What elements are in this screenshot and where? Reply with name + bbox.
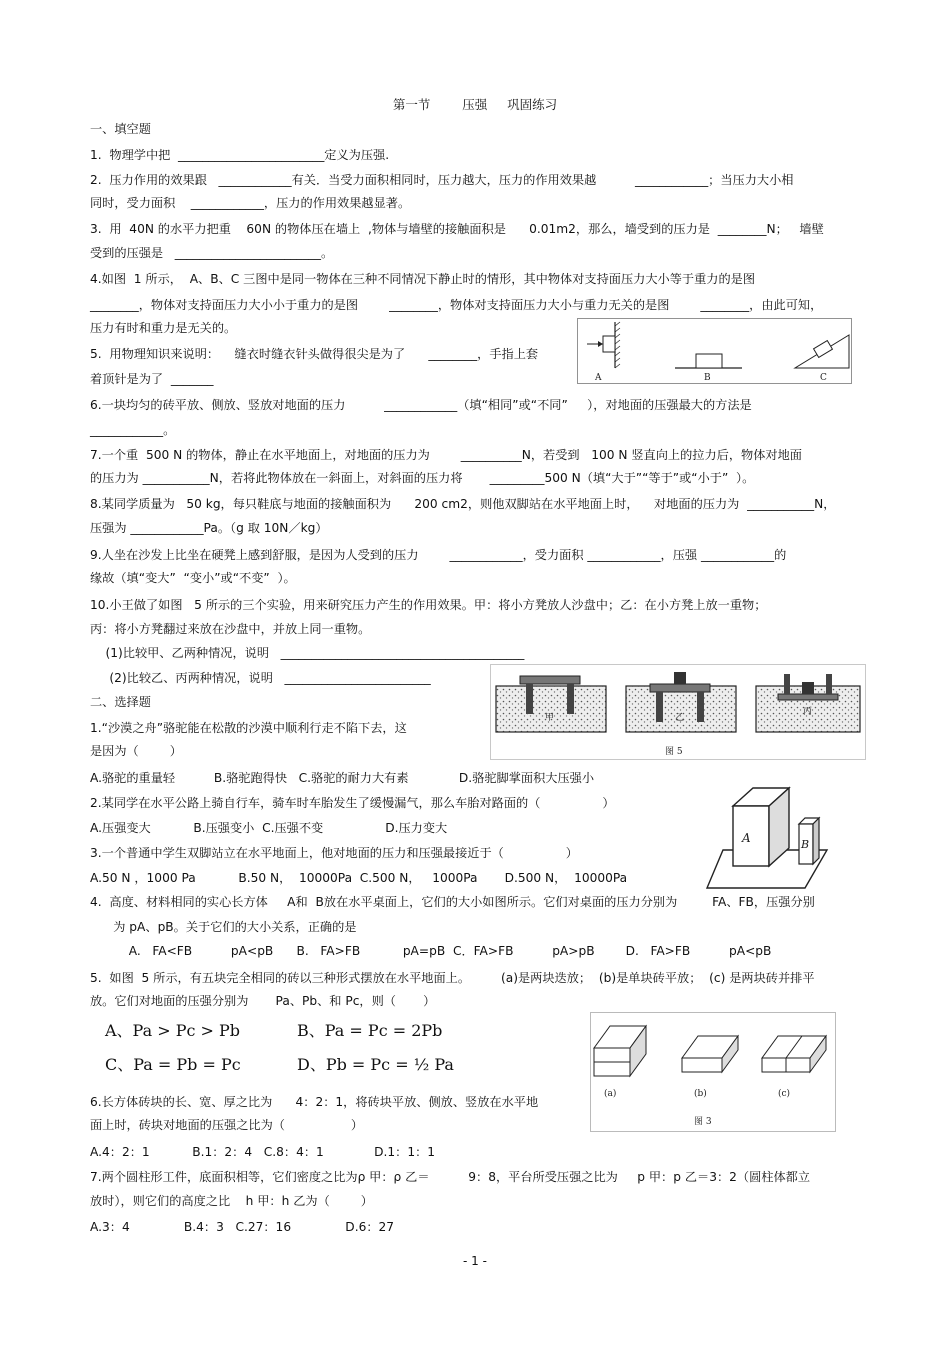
choice-3-line-1: 3.一个普通中学生双脚站立在水平地面上，他对地面的压力和压强最接近于（ ） xyxy=(90,846,578,860)
question-7-line-1: 7.一个重 500 N 的物体，静止在水平地面上，对地面的压力为 __________N，若受到 100 N 竖直向上的拉力后，物体对地面 xyxy=(90,448,802,462)
figure-5-tray-yi: 乙 xyxy=(675,713,685,723)
choice-7-line-2: 放时），则它们的高度之比 h 甲：h 乙为（ ） xyxy=(90,1194,373,1208)
figure-3-caption: 图 3 xyxy=(694,1117,712,1127)
figure-5-sand-trays xyxy=(490,664,866,760)
question-9-line-1: 9.人坐在沙发上比坐在硬凳上感到舒服，是因为人受到的压力 ____________，受力面积 ____________，压强 ____________的 xyxy=(90,548,787,562)
choice-6-line-2: 面上时，砖块对地面的压强之比为（ ） xyxy=(90,1118,364,1132)
figure-1-label-b: B xyxy=(704,373,711,383)
question-6-line-2: ____________。 xyxy=(90,423,176,437)
choice-1-line-1: 1.“沙漠之舟”骆驼能在松散的沙漠中顺利行走不陷下去，这 xyxy=(90,721,407,735)
question-7-line-2: 的压力为 ___________N，若将此物体放在一斜面上，对斜面的压力将 _________500 N（填“大于”“等于”或“小于” ）。 xyxy=(90,471,755,485)
choice-7-line-1: 7.两个圆柱形工件，底面积相等，它们密度之比为ρ 甲：ρ 乙＝ 9：8，平台所受压强之比为 p 甲：p 乙＝3：2（圆柱体都立 xyxy=(90,1170,811,1184)
question-4-line-3: 压力有时和重力是无关的。 xyxy=(90,321,237,335)
question-3-line-1: 3. 用 40N 的水平力把重 60N 的物体压在墙上 ,物体与墙壁的接触面积是 0.01m2，那么，墙受到的压力是 ________N； 墙壁 xyxy=(90,222,824,236)
question-4-line-2: ________，物体对支持面压力大小小于重力的是图 ________，物体对支持面压力大小与重力无关的是图 ________，由此可知， xyxy=(90,298,823,312)
question-10-line-2: 丙：将小方凳翻过来放在沙盘中，并放上同一重物。 xyxy=(90,622,371,636)
choice-6-line-1: 6.长方体砖块的长、宽、厚之比为 4：2：1，将砖块平放、侧放、竖放在水平地 xyxy=(90,1095,539,1109)
choice-6-options: A.4：2：1 B.1：2：4 C.8：4：1 D.1：1：1 xyxy=(90,1145,436,1159)
figure-3-label-b: (b) xyxy=(694,1089,707,1099)
figure-1-label-a: A xyxy=(595,373,602,383)
question-8-line-2: 压强为 ____________Pa。（g 取 10N／kg） xyxy=(90,521,328,535)
figure-5-caption: 图 5 xyxy=(665,747,683,757)
question-10-part-1: (1)比较甲、乙两种情况，说明 ________________________________________ xyxy=(90,646,525,660)
question-6-line-1: 6.一块均匀的砖平放、侧放、竖放对地面的压力 ____________（填“相同”或“不同” ），对地面的压强最大的方法是 xyxy=(90,398,752,412)
choice-5-option-d: D、Pb = Pc = ½ Pa xyxy=(297,1055,454,1074)
page-title: 第一节 压强 巩固练习 xyxy=(392,97,558,112)
figure-block-b-label: B xyxy=(801,838,810,851)
question-3-line-2: 受到的压强是 ________________________。 xyxy=(90,246,334,260)
question-2-line-2: 同时，受力面积 ____________，压力的作用效果越显著。 xyxy=(90,196,411,210)
choice-2-options: A.压强变大 B.压强变小 C.压强不变 D.压力变大 xyxy=(90,821,448,835)
choice-2-line-1: 2.某同学在水平公路上骑自行车，骑车时车胎发生了缓慢漏气，那么车胎对路面的（ ） xyxy=(90,796,615,810)
figure-block-a-label: A xyxy=(742,831,751,845)
choice-7-options: A.3：4 B.4：3 C.27：16 D.6：27 xyxy=(90,1220,395,1234)
figure-1-force-diagrams xyxy=(577,318,852,384)
choice-4-options: A. FA<FB pA<pB B. FA>FB pA=pB C．FA>FB pA>pB D. FA>FB pA<pB xyxy=(90,944,772,958)
figure-5-tray-bing: 丙 xyxy=(803,707,813,717)
question-5-line-2: 着顶针是为了 _______ xyxy=(90,372,214,386)
choice-4-line-1: 4. 高度、材料相同的实心长方体 A和 B放在水平桌面上，它们的大小如图所示。它们对桌面的压力分别为 FA、FB，压强分别 xyxy=(90,895,815,909)
question-1: 1. 物理学中把 ________________________定义为压强. xyxy=(90,148,390,162)
choice-5-line-2: 放。它们对地面的压强分别为 Pa、Pb、和 Pc，则（ ） xyxy=(90,994,436,1008)
figure-3-label-c: (c) xyxy=(778,1089,791,1099)
choice-5-line-1: 5. 如图 5 所示，有五块完全相同的砖以三种形式摆放在水平地面上。 (a)是两块迭放； (b)是单块砖平放； (c) 是两块砖并排平 xyxy=(90,971,815,985)
question-8-line-1: 8.某同学质量为 50 kg，每只鞋底与地面的接触面积为 200 cm2，则他双脚站在水平地面上时， 对地面的压力为 ___________N， xyxy=(90,497,836,511)
question-10-line-1: 10.小王做了如图 5 所示的三个实验，用来研究压力产生的作用效果。甲：将小方凳放人沙盘中；乙：在小方凳上放一重物； xyxy=(90,598,767,612)
choice-5-option-c: C、Pa = Pb = Pc xyxy=(105,1055,241,1074)
figure-5-tray-jia: 甲 xyxy=(545,713,555,723)
section-choice-heading: 二、选择题 xyxy=(90,695,151,709)
question-10-part-2: (2)比较乙、丙两种情况，说明 ________________________ xyxy=(90,671,431,685)
question-9-line-2: 缘故（填“变大” “变小”或“不变” ）。 xyxy=(90,571,296,585)
figure-blocks-a-b xyxy=(705,780,845,902)
choice-3-options: A.50 N ，1000 Pa B.50 N， 10000Pa C.500 N， 1000Pa D.500 N， 10000Pa xyxy=(90,871,628,885)
page-number: - 1 - xyxy=(463,1254,487,1268)
choice-1-options: A.骆驼的重量轻 B.骆驼跑得快 C.骆驼的耐力大有素 D.骆驼脚掌面积大压强小 xyxy=(90,771,595,785)
figure-1-label-c: C xyxy=(820,373,827,383)
question-2-line-1: 2. 压力作用的效果跟 ____________有关．当受力面积相同时，压力越大，压力的作用效果越 ____________；当压力大小相 xyxy=(90,173,794,187)
figure-3-bricks xyxy=(590,1012,836,1132)
figure-3-label-a: (a) xyxy=(604,1089,617,1099)
choice-5-option-b: B、Pa = Pc = 2Pb xyxy=(297,1021,443,1040)
choice-4-line-2: 为 pA、pB。关于它们的大小关系，正确的是 xyxy=(90,920,357,934)
choice-1-line-2: 是因为（ ） xyxy=(90,744,182,758)
question-4-line-1: 4.如图 1 所示， A、B、C 三图中是同一物体在三种不同情况下静止时的情形，其中物体对支持面压力大小等于重力的是图 xyxy=(90,272,756,286)
section-fill-heading: 一、填空题 xyxy=(90,122,151,136)
question-5-line-1: 5. 用物理知识来说明： 缝衣时缝衣针头做得很尖是为了 ________，手指上套 xyxy=(90,347,539,361)
choice-5-option-a: A、Pa > Pc > Pb xyxy=(105,1021,241,1040)
